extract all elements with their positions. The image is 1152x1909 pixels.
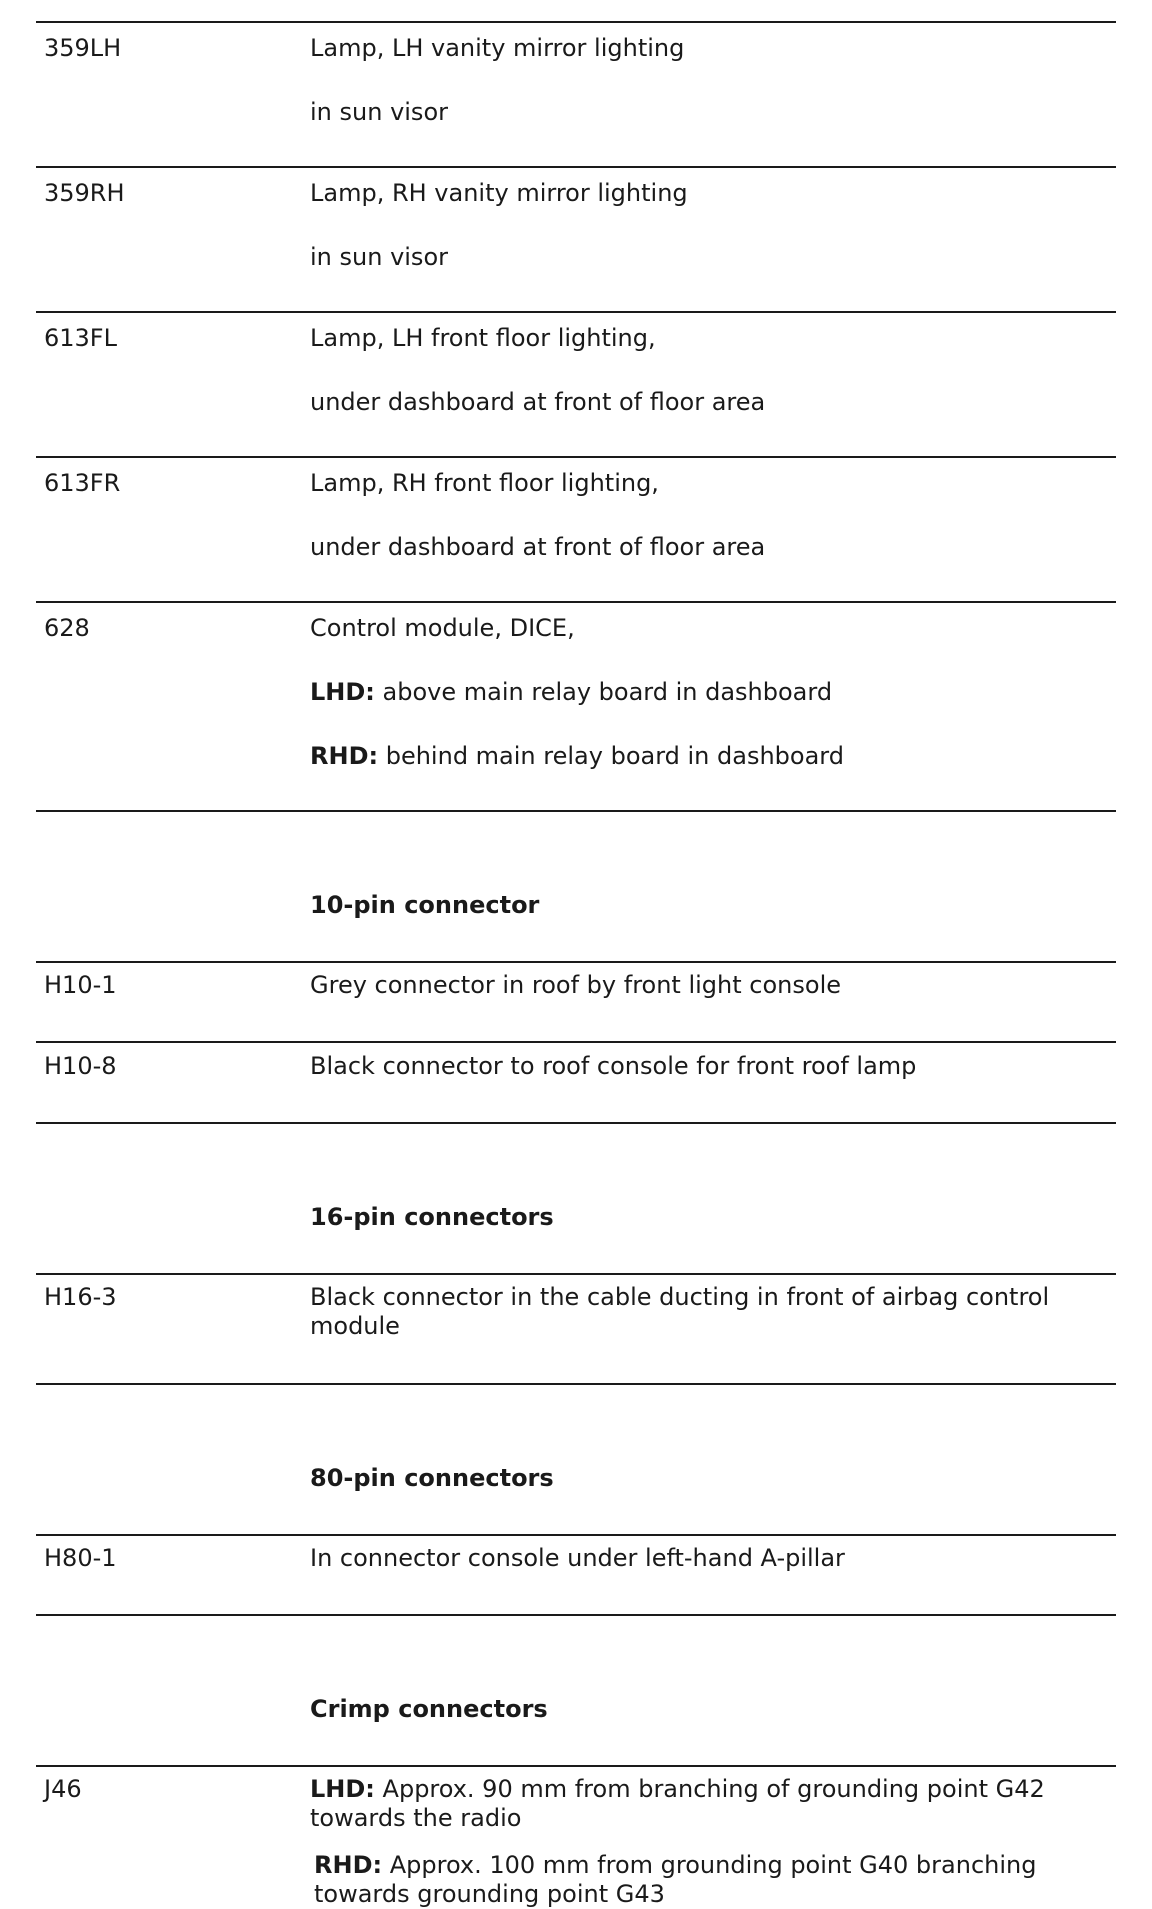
connector-code: H80-1 <box>44 1544 117 1572</box>
connector-code: H10-8 <box>44 1052 117 1080</box>
section-heading: 16-pin connectors <box>310 1203 554 1231</box>
rhd-location <box>310 742 844 771</box>
connector-description: Grey connector in roof by front light console <box>310 971 841 999</box>
row-divider <box>36 166 1116 168</box>
row-divider <box>36 810 1116 812</box>
component-description: Lamp, RH front floor lighting, <box>310 469 659 497</box>
connector-description: Black connector to roof console for front roof lamp <box>310 1052 917 1080</box>
connector-code: J46 <box>44 1775 82 1803</box>
component-code: 613FR <box>44 469 121 497</box>
lhd-location <box>310 678 832 707</box>
row-divider <box>36 601 1116 603</box>
lhd-label: LHD: <box>310 678 375 706</box>
rhd-label: RHD: <box>310 742 379 770</box>
section-heading: 10-pin connector <box>310 891 540 919</box>
row-divider <box>36 961 1116 963</box>
row-divider <box>36 1273 1116 1275</box>
row-divider <box>36 1122 1116 1124</box>
lhd-location <box>310 1775 1090 1833</box>
rhd-location <box>314 1851 1094 1909</box>
section-heading: Crimp connectors <box>310 1695 548 1723</box>
connector-description: In connector console under left-hand A-pillar <box>310 1544 845 1572</box>
row-divider <box>36 1534 1116 1536</box>
row-divider <box>36 1383 1116 1385</box>
component-description: Lamp, LH front floor lighting, <box>310 324 656 352</box>
component-description: Control module, DICE, <box>310 614 575 642</box>
component-location: under dashboard at front of floor area <box>310 533 766 561</box>
component-code: 628 <box>44 614 90 642</box>
connector-description: Black connector in the cable ducting in front of airbag control module <box>310 1283 1050 1340</box>
connector-code: H16-3 <box>44 1283 117 1311</box>
row-divider <box>36 1765 1116 1767</box>
lhd-text: Approx. 90 mm from branching of grounding point G42 towards the radio <box>310 1775 1045 1832</box>
lhd-text: above main relay board in dashboard <box>374 678 833 706</box>
component-location: in sun visor <box>310 98 448 126</box>
rhd-label: RHD: <box>314 1851 383 1879</box>
table-top-rule <box>36 21 1116 23</box>
row-divider <box>36 1614 1116 1616</box>
component-code: 359LH <box>44 34 122 62</box>
component-description: Lamp, LH vanity mirror lighting <box>310 34 685 62</box>
section-heading: 80-pin connectors <box>310 1464 554 1492</box>
rhd-text: behind main relay board in dashboard <box>378 742 844 770</box>
row-divider <box>36 456 1116 458</box>
row-divider <box>36 311 1116 313</box>
component-location: under dashboard at front of floor area <box>310 388 766 416</box>
component-description: Lamp, RH vanity mirror lighting <box>310 179 688 207</box>
component-code: 359RH <box>44 179 125 207</box>
component-location: in sun visor <box>310 243 448 271</box>
rhd-text: Approx. 100 mm from grounding point G40 branching towards grounding point G43 <box>314 1851 1037 1908</box>
connector-code: H10-1 <box>44 971 117 999</box>
component-code: 613FL <box>44 324 117 352</box>
lhd-label: LHD: <box>310 1775 375 1803</box>
row-divider <box>36 1041 1116 1043</box>
